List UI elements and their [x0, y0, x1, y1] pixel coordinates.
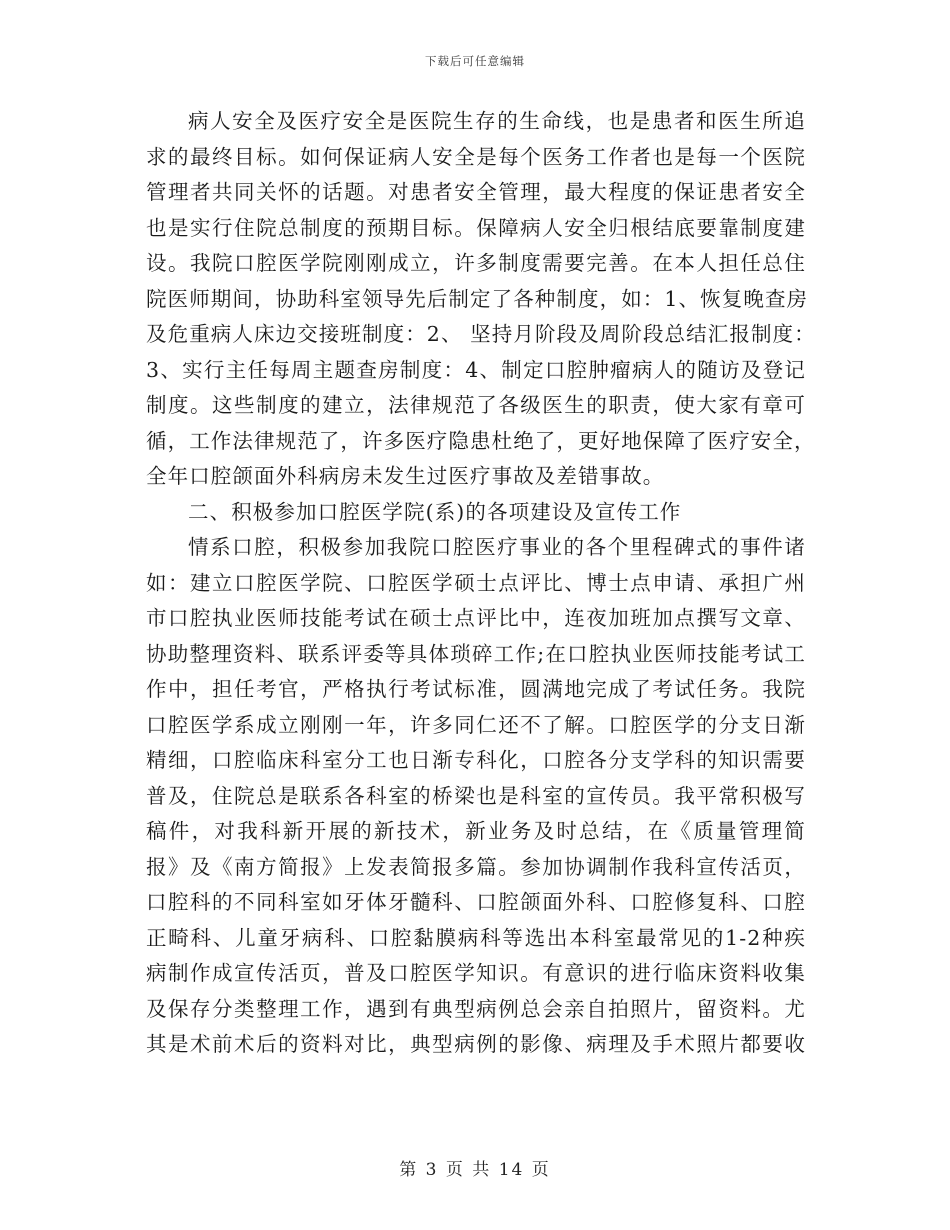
text-line: 协助整理资料、联系评委等具体琐碎工作;在口腔执业医师技能考试工 — [146, 641, 806, 666]
text-line: 3、实行主任每周主题查房制度：4、制定口腔肿瘤病人的随访及登记 — [146, 357, 806, 382]
text-line: 制度。这些制度的建立，法律规范了各级医生的职责，使大家有章可 — [146, 393, 806, 417]
text-line: 及危重病人床边交接班制度：2、 坚持月阶段及周阶段总结汇报制度： — [146, 322, 816, 346]
text-line: 二、积极参加口腔医学院(系)的各项建设及宣传工作 — [188, 499, 682, 524]
text-line: 报》及《南方简报》上发表简报多篇。参加协调制作我科宣传活页， — [146, 854, 806, 879]
text-line: 普及，住院总是联系各科室的桥梁也是科室的宣传员。我平常积极写 — [146, 783, 806, 808]
text-line: 院医师期间，协助科室领导先后制定了各种制度，如：1、恢复晚查房 — [146, 286, 809, 311]
text-line: 作中，担任考官，严格执行考试标准，圆满地完成了考试任务。我院 — [146, 677, 806, 701]
text-line: 口腔医学系成立刚刚一年，许多同仁还不了解。口腔医学的分支日渐 — [146, 712, 806, 737]
text-line: 口腔科的不同科室如牙体牙髓科、口腔颌面外科、口腔修复科、口腔 — [146, 890, 806, 914]
text-line: 正畸科、儿童牙病科、口腔黏膜病科等选出本科室最常见的1-2种疾 — [146, 925, 806, 950]
text-line: 情系口腔，积极参加我院口腔医疗事业的各个里程碑式的事件诸 — [188, 535, 806, 559]
text-line: 其是术前术后的资料对比，典型病例的影像、病理及手术照片都要收 — [146, 1032, 806, 1056]
text-line: 及保存分类整理工作，遇到有典型病例总会亲自拍照片，留资料。尤 — [146, 996, 806, 1021]
text-line: 管理者共同关怀的话题。对患者安全管理，最大程度的保证患者安全 — [146, 180, 806, 204]
text-line: 设。我院口腔医学院刚刚成立，许多制度需要完善。在本人担任总住 — [146, 251, 806, 275]
text-line: 稿件，对我科新开展的新技术，新业务及时总结，在《质量管理简 — [146, 819, 806, 843]
header-note: 下载后可任意编辑 — [425, 54, 525, 68]
text-line: 也是实行住院总制度的预期目标。保障病人安全归根结底要靠制度建 — [146, 215, 806, 240]
text-line: 全年口腔颌面外科病房未发生过医疗事故及差错事故。 — [146, 464, 665, 488]
text-line: 病制作成宣传活页，普及口腔医学知识。有意识的进行临床资料收集 — [146, 961, 806, 985]
text-line: 循，工作法律规范了，许多医疗隐患杜绝了，更好地保障了医疗安全， — [146, 428, 816, 453]
text-line: 求的最终目标。如何保证病人安全是每个医务工作者也是每一个医院 — [146, 144, 806, 169]
page-number: 第 3 页 共 14 页 — [399, 1160, 551, 1180]
text-line: 如：建立口腔医学院、口腔医学硕士点评比、博士点申请、承担广州 — [146, 570, 806, 595]
text-line: 病人安全及医疗安全是医院生存的生命线，也是患者和医生所追 — [188, 109, 806, 133]
text-line: 精细，口腔临床科室分工也日渐专科化，口腔各分支学科的知识需要 — [146, 748, 806, 772]
text-line: 市口腔执业医师技能考试在硕士点评比中，连夜加班加点撰写文章、 — [146, 606, 806, 630]
body-text — [146, 104, 816, 1063]
